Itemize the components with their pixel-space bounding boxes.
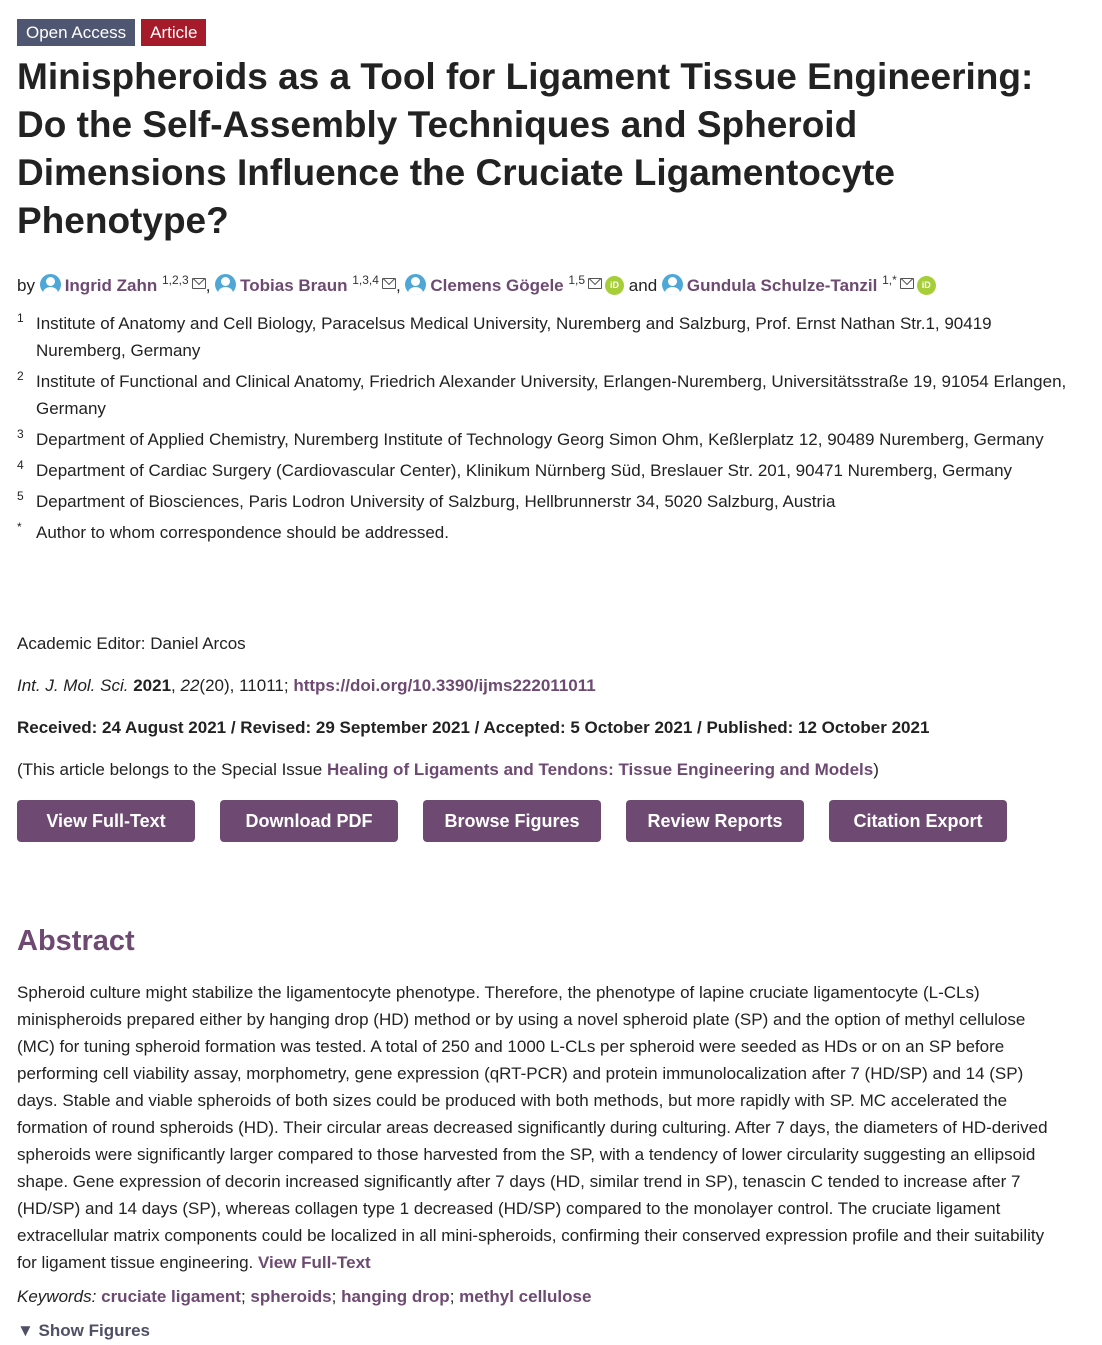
affiliation-text: Department of Applied Chemistry, Nuremberg Institute of Technology Georg Simon Ohm, Keßlerplatz 12, 90489 Nuremberg, Germany [36, 430, 1044, 449]
open-access-badge[interactable]: Open Access [17, 19, 135, 46]
keyword-link[interactable]: cruciate ligament [101, 1287, 241, 1306]
keyword-separator: ; [449, 1287, 460, 1306]
abstract-heading: Abstract [17, 925, 135, 957]
article-action-buttons [17, 800, 1007, 842]
browse-figures-button[interactable]: Browse Figures [423, 800, 601, 842]
author-affiliation-numbers: 1,* [882, 273, 897, 287]
abstract-view-full-text-link[interactable]: View Full-Text [257, 1253, 371, 1272]
special-issue-line [17, 758, 879, 782]
citation-export-button[interactable]: Citation Export [829, 800, 1007, 842]
email-icon[interactable] [588, 278, 602, 289]
author-name[interactable]: Clemens Gögele [430, 276, 564, 295]
affiliation-item [17, 426, 1077, 453]
keyword-link[interactable]: hanging drop [341, 1287, 450, 1306]
view-full-text-button[interactable]: View Full-Text [17, 800, 195, 842]
review-reports-button[interactable]: Review Reports [626, 800, 804, 842]
citation-line: Int. J. Mol. Sci. 2021, 22(20), 11011; https://doi.org/10.3390/ijms222011011 [17, 676, 596, 695]
author-name[interactable]: Ingrid Zahn [64, 276, 158, 295]
journal-name: Int. J. Mol. Sci. [17, 676, 129, 695]
affiliation-item [17, 310, 1077, 364]
citation-issue: (20), 11011; [199, 676, 289, 695]
email-icon[interactable] [382, 278, 396, 289]
email-icon[interactable] [900, 278, 914, 289]
special-issue-link[interactable]: Healing of Ligaments and Tendons: Tissue Engineering and Models [326, 760, 874, 779]
keyword-separator: ; [240, 1287, 251, 1306]
author-byline: by Ingrid Zahn $^{1,2,3}$ , Tobias Braun $^{1,3,4}$ , Clemens Gögele $^{1,5}$ iD and Gundula Schulze-Tanzil $^{1,*}$ iD [17, 266, 1087, 300]
abstract-text: Spheroid culture might stabilize the ligamentocyte phenotype. Therefore, the phenotype of lapine cruciate ligamentocyte (L-CLs) minispheroids prepared either by hanging drop (HD) method or by using a novel spheroid plate (SP) and the option of methyl cellulose (MC) for tuning spheroid formation was tested. A total of 250 and 1000 L-CLs per spheroid were seeded as HDs or on an SP before performing cell viability assay, morphometry, gene expression (qRT-PCR) and protein immunolocalization after 7 (HD/SP) and 14 (SP) days. Stable and viable spheroids of both sizes could be produced with both methods, but more rapidly with SP. MC accelerated the formation of round spheroids (HD). Their circular areas decreased significantly during culturing. After 7 days, the diameters of HD-derived spheroids were significantly larger compared to those harvested from the SP, with a tendency of lower circularity suggesting an ellipsoid shape. Gene expression of decorin increased significantly after 7 days (HD, similar trend in SP), tenascin C tended to increase after 7 (HD/SP) and 14 days (SP), whereas collagen type 1 decreased (HD/SP) compared to the monolayer control. The cruciate ligament extracellular matrix components could be localized in all mini-spheroids, confirming their conserved expression profile and their suitability for ligament tissue engineering. [17, 983, 1048, 1272]
affiliation-number: 4 [17, 458, 24, 472]
article-badges [17, 19, 206, 46]
affiliation-item [17, 488, 1077, 515]
byline-and: and [628, 276, 658, 295]
orcid-icon[interactable]: iD [605, 276, 624, 295]
author-affiliation-numbers: 1,5 [568, 273, 586, 287]
affiliation-item [17, 368, 1077, 422]
author-affiliation-numbers: 1,3,4 [352, 273, 379, 287]
affiliation-item [17, 457, 1077, 484]
email-icon[interactable] [192, 278, 206, 289]
citation-year: 2021 [133, 676, 172, 695]
person-icon [405, 274, 426, 295]
affiliation-number: 3 [17, 427, 24, 441]
affiliation-number: 1 [17, 311, 24, 325]
publication-dates: Received: 24 August 2021 / Revised: 29 September 2021 / Accepted: 5 October 2021 / Published: 12 October 2021 [17, 718, 930, 737]
orcid-icon[interactable]: iD [917, 276, 936, 295]
special-issue-suffix: ) [873, 760, 879, 779]
author-name[interactable]: Tobias Braun [240, 276, 348, 295]
keyword-link[interactable]: spheroids [250, 1287, 332, 1306]
person-icon [215, 274, 236, 295]
citation-volume: 22 [180, 676, 200, 695]
affiliation-item [17, 519, 1077, 546]
author-name[interactable]: Gundula Schulze-Tanzil [686, 276, 878, 295]
person-icon [40, 274, 61, 295]
academic-editor: Academic Editor: Daniel Arcos [17, 634, 246, 653]
doi-link[interactable]: https://doi.org/10.3390/ijms222011011 [293, 676, 596, 695]
keywords-label: Keywords: [17, 1287, 97, 1306]
article-type-badge[interactable]: Article [141, 19, 206, 46]
download-pdf-button[interactable]: Download PDF [220, 800, 398, 842]
author-affiliation-numbers: 1,2,3 [161, 273, 189, 287]
show-figures-toggle[interactable]: ▼ Show Figures [17, 1321, 151, 1340]
article-title: Minispheroids as a Tool for Ligament Tissue Engineering: Do the Self-Assembly Techniques and Spheroid Dimensions Influence the Cruciate Ligamentocyte Phenotype? [17, 56, 1034, 241]
affiliation-number: 2 [17, 369, 24, 383]
keyword-link[interactable]: methyl cellulose [459, 1287, 592, 1306]
affiliation-number: 5 [17, 489, 24, 503]
abstract-body [17, 979, 1059, 1276]
affiliation-text: Institute of Functional and Clinical Anatomy, Friedrich Alexander University, Erlangen-Nuremberg, Universitätsstraße 19, 91054 Erlangen, Germany [36, 372, 1067, 418]
person-icon [662, 274, 683, 295]
affiliation-text: Department of Biosciences, Paris Lodron University of Salzburg, Hellbrunnerstr 34, 5020 Salzburg, Austria [36, 492, 836, 511]
affiliation-text: Department of Cardiac Surgery (Cardiovascular Center), Klinikum Nürnberg Süd, Breslauer Str. 201, 90471 Nuremberg, Germany [36, 461, 1013, 480]
affiliation-text: Author to whom correspondence should be addressed. [36, 523, 449, 542]
special-issue-prefix: (This article belongs to the Special Issue [17, 760, 327, 779]
byline-by: by [17, 276, 35, 295]
affiliations-list [17, 310, 1077, 550]
affiliation-text: Institute of Anatomy and Cell Biology, Paracelsus Medical University, Nuremberg and Salzburg, Prof. Ernst Nathan Str.1, 90419 Nuremberg, Germany [36, 314, 992, 360]
keyword-separator: ; [331, 1287, 342, 1306]
keywords-line [17, 1285, 591, 1309]
affiliation-number: * [17, 520, 22, 534]
